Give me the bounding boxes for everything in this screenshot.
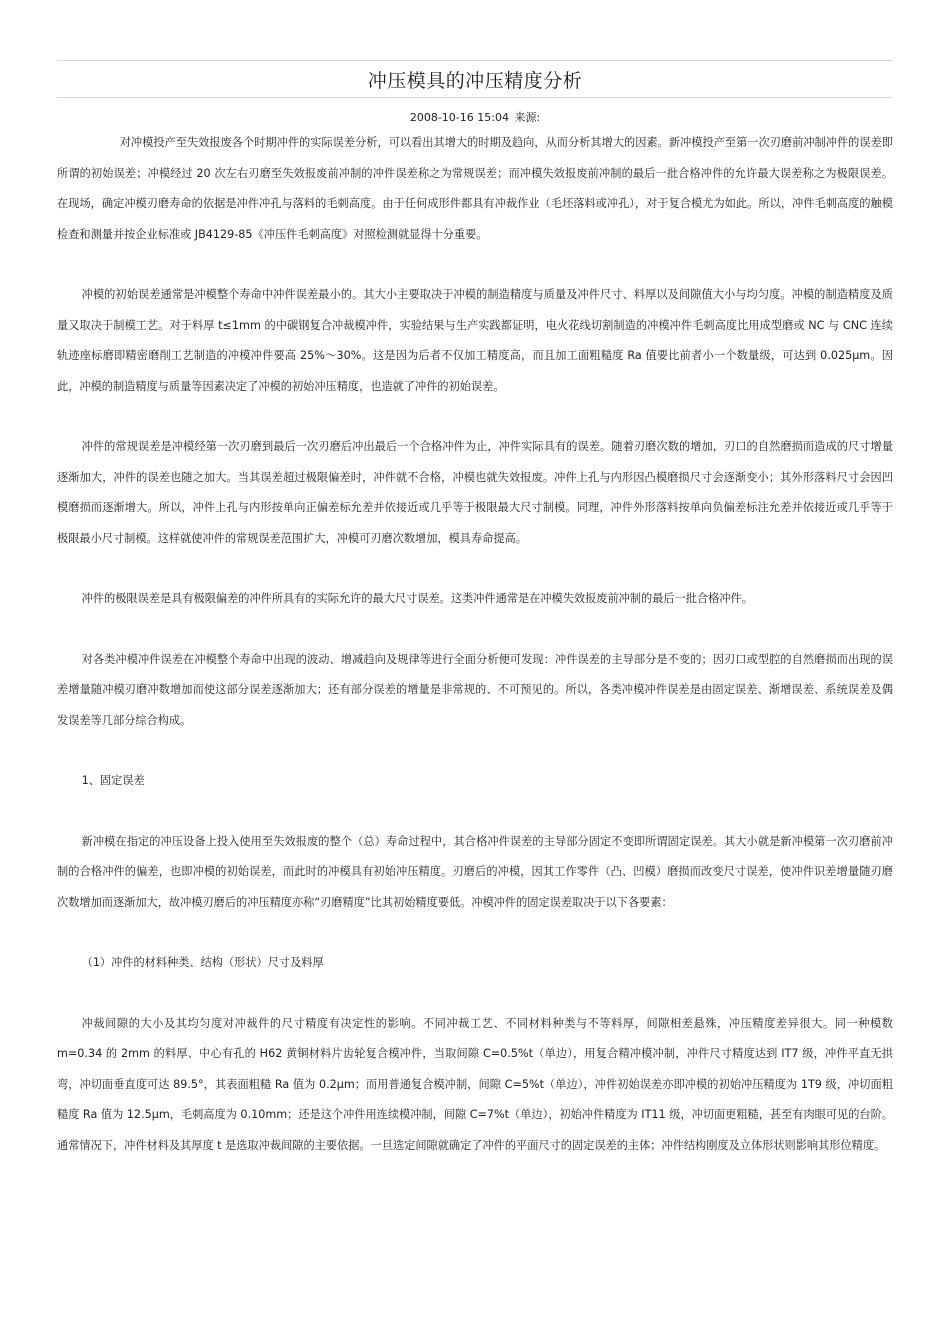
paragraph-5: 对各类冲模冲件误差在冲模整个寿命中出现的波动、增减趋向及规律等进行全面分析便可发现：冲件误差的主导部分是不变的；因刃口或型腔的自然磨损而出现的误差增量随冲模刃磨冲数增加而使这部分误差逐渐加大；还有部分误差的增量是非常规的、不可预见的。所以，各类冲模冲件误差是由固定误差、渐增误差、系统误差及偶发误差等几部分综合构成。	[57, 652, 893, 727]
spacer	[57, 736, 893, 766]
spacer	[57, 554, 893, 584]
paragraph-material: 冲裁间隙的大小及其均匀度对冲裁件的尺寸精度有决定性的影响。不同冲裁工艺、不同材料种类与不等料厚，间隙相差悬殊，冲压精度差异很大。同一种模数 m=0.34 的 2mm 的料厚、中心有孔的 H62 黄铜材料片齿轮复合模冲件，当取间隙 C=0.5%t（单边），用复合精冲模冲制，冲件尺寸精度达到 IT7 级，冲件平直无拱弯，冲切面垂直度可达 89.5°，其表面粗糙 Ra 值为 0.2μm；而用普通复合模冲制，间隙 C=5%t（单边），冲件初始误差亦即冲模的初始冲压精度为 1T9 级，冲切面粗糙度 Ra 值为 12.5μm，毛刺高度为 0.10mm；还是这个冲件用连续模冲制，间隙 C=7%t（单边），初始冲件精度为 IT11 级，冲切面更粗糙，甚至有肉眼可见的台阶。通常情况下，冲件材料及其厚度 t 是选取冲裁间隙的主要依据。一旦选定间隙就确定了冲件的平面尺寸的固定误差的主体；冲件结构刚度及立体形状则影响其形位精度。	[57, 1016, 893, 1152]
spacer	[57, 615, 893, 645]
paragraph-1: 对冲模投产至失效报废各个时期冲件的实际误差分析，可以看出其增大的时期及趋向，从而分析其增大的因素。新冲模投产至第一次刃磨前冲制冲件的误差即所谓的初始误差；冲模经过 20 次左右刃磨至失效报废前冲制的冲件误差称之为常规误差；而冲模失效报废前冲制的最后一批合格冲件的允许最大误差称之为极限误差。在现场，确定冲模刃磨寿命的依据是冲件冲孔与落料的毛刺高度。由于任何成形件都具有冲裁作业（毛坯落料或冲孔），对于复合模尤为如此。所以，冲件毛刺高度的触模检查和测量并按企业标准或 JB4129-85《冲压件毛刺高度》对照检测就显得十分重要。	[57, 136, 893, 241]
article-meta	[57, 108, 893, 128]
spacer	[57, 250, 893, 280]
spacer	[57, 402, 893, 432]
paragraph-3: 冲件的常规误差是冲模经第一次刃磨到最后一次刃磨后冲出最后一个合格冲件为止，冲件实际具有的误差。随着刃磨次数的增加，刃口的自然磨损而造成的尺寸增量逐渐加大，冲件的误差也随之加大。当其误差超过极限偏差时，冲件就不合格，冲模也就失效报废。冲件上孔与内形因凸模磨损尺寸会逐渐变小；其外形落料尺寸会因凹模磨损而逐渐增大。所以，冲件上孔与内形按单向正偏差标允差并依接近或几乎等于极限最大尺寸制模。同理，冲件外形落料按单向负偏差标注允差并依接近或几乎等于极限最小尺寸制模。这样就使冲件的常规误差范围扩大，冲模可刃磨次数增加，模具寿命提高。	[57, 440, 893, 545]
spacer	[57, 918, 893, 948]
source-label: 来源:	[514, 111, 541, 124]
paragraph-2: 冲模的初始误差通常是冲模整个寿命中冲件误差最小的。其大小主要取决于冲模的制造精度与质量及冲件尺寸、料厚以及间隙值大小与均匀度。冲模的制造精度及质量又取决于制模工艺。对于料厚 t≤1mm 的中碳钢复合冲裁模冲件，实验结果与生产实践都证明，电火花线切割制造的冲模冲件毛刺高度比用成型磨或 NC 与 CNC 连续轨迹座标磨即精密磨削工艺制造的冲模冲件要高 25%～30%。这是因为后者不仅加工精度高，而且加工面粗糙度 Ra 值要比前者小一个数量级，可达到 0.025μm。因此，冲模的制造精度与质量等因素决定了冲模的初始冲压精度，也造就了冲件的初始误差。	[57, 288, 893, 393]
title-bar	[57, 60, 893, 98]
page-title: 冲压模具的冲压精度分析	[367, 69, 583, 92]
spacer	[57, 979, 893, 1009]
paragraph-fixed-error: 新冲模在指定的冲压设备上投入使用至失效报废的整个（总）寿命过程中，其合格冲件误差的主导部分固定不变即所谓固定误差。其大小就是新冲模第一次刃磨前冲制的合格冲件的偏差，也即冲模的初始误差，而此时的冲模具有初始冲压精度。刃磨后的冲模，因其工作零件（凸、凹模）磨损而改变尺寸误差，使冲件识差增量随刃磨次数增加而逐渐加大，故冲模刃磨后的冲压精度亦称“刃磨精度”比其初始精度要低。冲模冲件的固定误差取决于以下各要素：	[57, 834, 893, 909]
subsection-heading-material: （1）冲件的材料种类、结构（形状）尺寸及料厚	[81, 956, 324, 969]
publish-date: 2008-10-16 15:04	[409, 111, 509, 124]
article	[57, 60, 893, 1161]
paragraph-4: 冲件的极限误差是具有极限偏差的冲件所具有的实际允许的最大尺寸误差。这类冲件通常是在冲模失效报废前冲制的最后一批合格冲件。	[81, 592, 753, 605]
section-heading-fixed-error: 1、固定误差	[81, 774, 145, 787]
spacer	[57, 797, 893, 827]
